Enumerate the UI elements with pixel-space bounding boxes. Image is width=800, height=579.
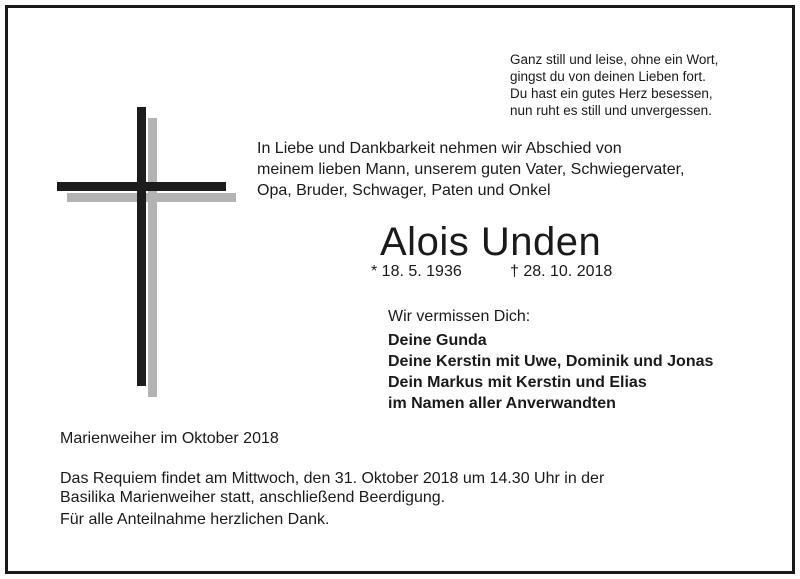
cross-shadow-horizontal [67, 193, 236, 202]
thanks-line: Für alle Anteilnahme herzlichen Dank. [60, 511, 330, 528]
cross-shadow-vertical [148, 118, 157, 397]
cross-horizontal-beam [57, 182, 226, 191]
mourners-heading: Wir vermissen Dich: [388, 308, 531, 325]
poem-line: nun ruht es still und unvergessen. [510, 103, 712, 118]
poem-line: gingst du von deinen Lieben fort. [510, 69, 706, 84]
death-date: † 28. 10. 2018 [510, 263, 613, 280]
birth-date: * 18. 5. 1936 [371, 263, 462, 280]
poem-line: Du hast ein gutes Herz besessen, [510, 86, 713, 101]
mourner-line: Deine Gunda [388, 332, 487, 349]
requiem-notice [60, 469, 604, 507]
mourner-line: Deine Kerstin mit Uwe, Dominik und Jonas [388, 353, 714, 370]
intro-text [257, 138, 727, 201]
mourner-line: im Namen aller Anverwandten [388, 395, 616, 412]
intro-line: In Liebe und Dankbarkeit nehmen wir Abschied von [257, 140, 622, 157]
intro-line: meinem lieben Mann, unserem guten Vater, Schwiegervater, [257, 161, 685, 178]
mourners-list [388, 330, 713, 414]
deceased-name: Alois Unden [380, 220, 602, 264]
cross-vertical-beam [137, 107, 146, 386]
poem-line: Ganz still und leise, ohne ein Wort, [510, 52, 719, 67]
place-date: Marienweiher im Oktober 2018 [60, 430, 279, 447]
requiem-line: Das Requiem findet am Mittwoch, den 31. Oktober 2018 um 14.30 Uhr in der [60, 470, 605, 487]
poem [510, 51, 770, 119]
requiem-line: Basilika Marienweiher statt, anschließend Beerdigung. [60, 489, 446, 506]
intro-line: Opa, Bruder, Schwager, Paten und Onkel [257, 182, 551, 199]
mourner-line: Dein Markus mit Kerstin und Elias [388, 374, 647, 391]
